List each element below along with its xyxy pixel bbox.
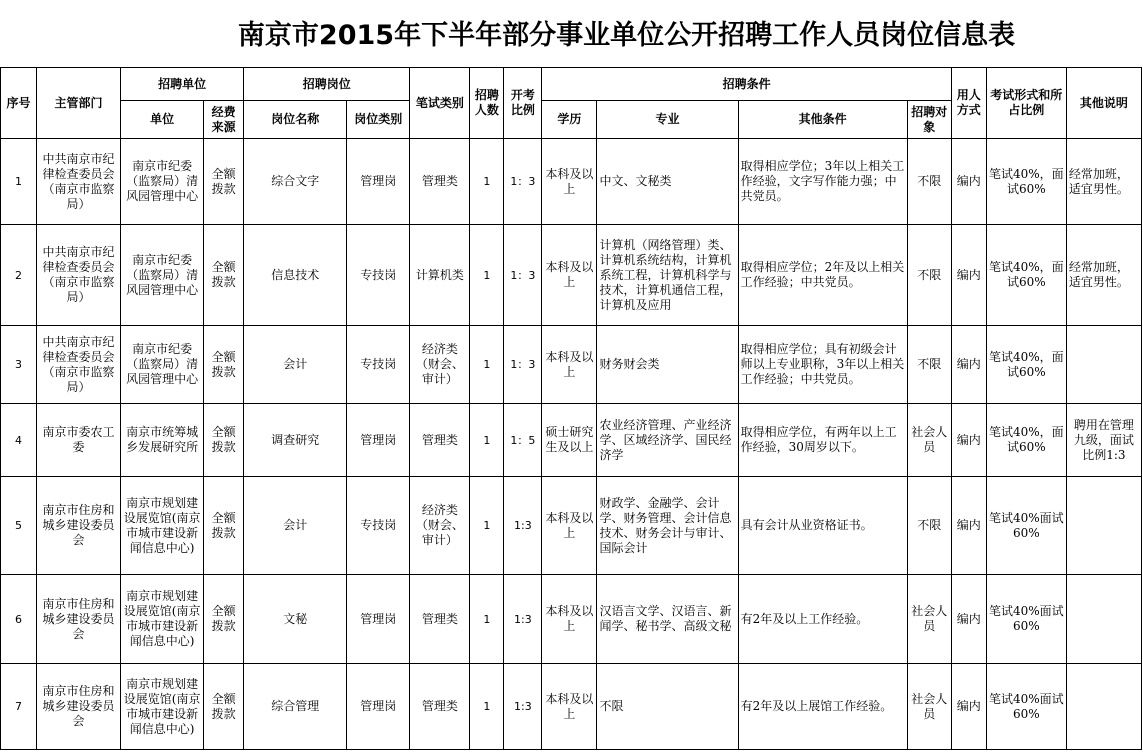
- header-ratio: 开考比例: [504, 68, 542, 139]
- cell-unit: 南京市纪委（监察局）清风园管理中心: [121, 326, 204, 404]
- table-row: [1, 139, 1142, 225]
- cell-hire: 编内: [951, 664, 986, 750]
- cell-hire: 编内: [951, 477, 986, 575]
- page-title: 南京市2015年下半年部分事业单位公开招聘工作人员岗位信息表: [237, 20, 1016, 51]
- cell-ratio: 1:3: [504, 477, 542, 575]
- cell-remark: 经常加班，适宜男性。: [1066, 139, 1141, 225]
- cell-other: 具有会计从业资格证书。: [738, 477, 907, 575]
- cell-major: 农业经济管理、产业经济学、区域经济学、国民经济学: [597, 404, 738, 477]
- cell-count: 1: [470, 225, 504, 326]
- cell-seq: 6: [1, 575, 37, 664]
- cell-unit: 南京市纪委（监察局）清风园管理中心: [121, 139, 204, 225]
- cell-form: 笔试40%面试60%: [986, 575, 1066, 664]
- cell-ratio: 1：3: [504, 139, 542, 225]
- cell-exam: 管理类: [410, 664, 470, 750]
- cell-funding: 全额拨款: [204, 575, 244, 664]
- cell-edu: 本科及以上: [542, 664, 597, 750]
- cell-target: 社会人员: [907, 575, 951, 664]
- cell-edu: 本科及以上: [542, 225, 597, 326]
- cell-dept: 中共南京市纪律检查委员会（南京市监察局）: [37, 225, 121, 326]
- cell-edu: 本科及以上: [542, 477, 597, 575]
- header-cond-group: 招聘条件: [542, 68, 951, 101]
- cell-exam: 计算机类: [410, 225, 470, 326]
- cell-remark: [1066, 664, 1141, 750]
- cell-hire: 编内: [951, 326, 986, 404]
- header-remark: 其他说明: [1066, 68, 1141, 139]
- cell-post: 会计: [244, 326, 347, 404]
- cell-major: 财政学、金融学、会计学、财务管理、会计信息技术、财务会计与审计、国际会计: [597, 477, 738, 575]
- table-row: [1, 404, 1142, 477]
- cell-ratio: 1：3: [504, 326, 542, 404]
- table-row: [1, 225, 1142, 326]
- cell-post: 信息技术: [244, 225, 347, 326]
- header-unit: 单位: [121, 101, 204, 139]
- cell-dept: 中共南京市纪律检查委员会（南京市监察局）: [37, 326, 121, 404]
- cell-target: 不限: [907, 477, 951, 575]
- cell-target: 不限: [907, 326, 951, 404]
- cell-funding: 全额拨款: [204, 404, 244, 477]
- cell-exam: 经济类（财会、审计）: [410, 326, 470, 404]
- cell-dept: 南京市住房和城乡建设委员会: [37, 477, 121, 575]
- cell-funding: 全额拨款: [204, 477, 244, 575]
- cell-post: 文秘: [244, 575, 347, 664]
- header-hire: 用人方式: [951, 68, 986, 139]
- cell-ptype: 管理岗: [347, 664, 410, 750]
- cell-major: 财务财会类: [597, 326, 738, 404]
- cell-other: 取得相应学位，有两年以上工作经验，30周岁以下。: [738, 404, 907, 477]
- cell-hire: 编内: [951, 225, 986, 326]
- cell-funding: 全额拨款: [204, 326, 244, 404]
- cell-remark: [1066, 326, 1141, 404]
- cell-count: 1: [470, 404, 504, 477]
- cell-dept: 中共南京市纪律检查委员会（南京市监察局）: [37, 139, 121, 225]
- header-target: 招聘对象: [907, 101, 951, 139]
- cell-target: 不限: [907, 139, 951, 225]
- header-funding: 经费来源: [204, 101, 244, 139]
- cell-unit: 南京市统筹城乡发展研究所: [121, 404, 204, 477]
- cell-ratio: 1:3: [504, 664, 542, 750]
- cell-count: 1: [470, 664, 504, 750]
- cell-funding: 全额拨款: [204, 225, 244, 326]
- cell-form: 笔试40%，面试60%: [986, 326, 1066, 404]
- cell-form: 笔试40%面试60%: [986, 664, 1066, 750]
- cell-edu: 本科及以上: [542, 139, 597, 225]
- cell-other: 有2年及以上展馆工作经验。: [738, 664, 907, 750]
- cell-unit: 南京市纪委（监察局）清风园管理中心: [121, 225, 204, 326]
- cell-seq: 3: [1, 326, 37, 404]
- cell-form: 笔试40%面试60%: [986, 477, 1066, 575]
- cell-remark: 聘用在管理九级，面试比例1:3: [1066, 404, 1141, 477]
- cell-exam: 经济类（财会、审计）: [410, 477, 470, 575]
- cell-seq: 4: [1, 404, 37, 477]
- cell-funding: 全额拨款: [204, 664, 244, 750]
- table-row: [1, 575, 1142, 664]
- header-post-name: 岗位名称: [244, 101, 347, 139]
- cell-hire: 编内: [951, 139, 986, 225]
- cell-funding: 全额拨款: [204, 139, 244, 225]
- cell-edu: 硕士研究生及以上: [542, 404, 597, 477]
- header-exam-form: 考试形式和所占比例: [986, 68, 1066, 139]
- cell-count: 1: [470, 139, 504, 225]
- cell-edu: 本科及以上: [542, 326, 597, 404]
- cell-unit: 南京市规划建设展览馆(南京市城市建设新闻信息中心): [121, 575, 204, 664]
- cell-unit: 南京市规划建设展览馆(南京市城市建设新闻信息中心): [121, 664, 204, 750]
- cell-edu: 本科及以上: [542, 575, 597, 664]
- cell-seq: 2: [1, 225, 37, 326]
- recruitment-table: [0, 67, 1142, 750]
- cell-remark: [1066, 575, 1141, 664]
- cell-ratio: 1：5: [504, 404, 542, 477]
- header-post-group: 招聘岗位: [244, 68, 410, 101]
- cell-major: 不限: [597, 664, 738, 750]
- cell-exam: 管理类: [410, 139, 470, 225]
- cell-form: 笔试40%，面试60%: [986, 139, 1066, 225]
- header-unit-group: 招聘单位: [121, 68, 244, 101]
- cell-count: 1: [470, 477, 504, 575]
- cell-exam: 管理类: [410, 575, 470, 664]
- cell-count: 1: [470, 575, 504, 664]
- cell-dept: 南京市住房和城乡建设委员会: [37, 664, 121, 750]
- cell-target: 不限: [907, 225, 951, 326]
- cell-seq: 5: [1, 477, 37, 575]
- cell-target: 社会人员: [907, 404, 951, 477]
- cell-hire: 编内: [951, 404, 986, 477]
- header-dept: 主管部门: [37, 68, 121, 139]
- cell-form: 笔试40%，面试60%: [986, 404, 1066, 477]
- cell-post: 会计: [244, 477, 347, 575]
- cell-remark: 经常加班，适宜男性。: [1066, 225, 1141, 326]
- cell-post: 综合管理: [244, 664, 347, 750]
- cell-ptype: 专技岗: [347, 225, 410, 326]
- table-row: [1, 477, 1142, 575]
- header-major: 专业: [597, 101, 738, 139]
- cell-seq: 1: [1, 139, 37, 225]
- header-post-type: 岗位类别: [347, 101, 410, 139]
- cell-other: 取得相应学位；具有初级会计师以上专业职称，3年以上相关工作经验；中共党员。: [738, 326, 907, 404]
- cell-ratio: 1:3: [504, 575, 542, 664]
- cell-other: 取得相应学位；2年及以上相关工作经验；中共党员。: [738, 225, 907, 326]
- cell-post: 综合文字: [244, 139, 347, 225]
- table-row: [1, 664, 1142, 750]
- header-count: 招聘人数: [470, 68, 504, 139]
- table-row: [1, 326, 1142, 404]
- cell-remark: [1066, 477, 1141, 575]
- header-exam-type: 笔试类别: [410, 68, 470, 139]
- cell-exam: 管理类: [410, 404, 470, 477]
- cell-major: 计算机（网络管理）类、计算机系统结构，计算机系统工程，计算机科学与技术，计算机通信工程，计算机及应用: [597, 225, 738, 326]
- cell-target: 社会人员: [907, 664, 951, 750]
- header-edu: 学历: [542, 101, 597, 139]
- cell-major: 中文、文秘类: [597, 139, 738, 225]
- cell-other: 取得相应学位；3年以上相关工作经验，文字写作能力强；中共党员。: [738, 139, 907, 225]
- cell-hire: 编内: [951, 575, 986, 664]
- cell-major: 汉语言文学、汉语言、新闻学、秘书学、高级文秘: [597, 575, 738, 664]
- cell-post: 调查研究: [244, 404, 347, 477]
- cell-count: 1: [470, 326, 504, 404]
- cell-other: 有2年及以上工作经验。: [738, 575, 907, 664]
- cell-ratio: 1：3: [504, 225, 542, 326]
- cell-dept: 南京市委农工委: [37, 404, 121, 477]
- cell-dept: 南京市住房和城乡建设委员会: [37, 575, 121, 664]
- cell-unit: 南京市规划建设展览馆(南京市城市建设新闻信息中心): [121, 477, 204, 575]
- cell-ptype: 专技岗: [347, 477, 410, 575]
- header-other: 其他条件: [738, 101, 907, 139]
- cell-ptype: 管理岗: [347, 575, 410, 664]
- cell-ptype: 管理岗: [347, 139, 410, 225]
- cell-seq: 7: [1, 664, 37, 750]
- cell-ptype: 专技岗: [347, 326, 410, 404]
- header-seq: 序号: [1, 68, 37, 139]
- cell-ptype: 管理岗: [347, 404, 410, 477]
- cell-form: 笔试40%，面试60%: [986, 225, 1066, 326]
